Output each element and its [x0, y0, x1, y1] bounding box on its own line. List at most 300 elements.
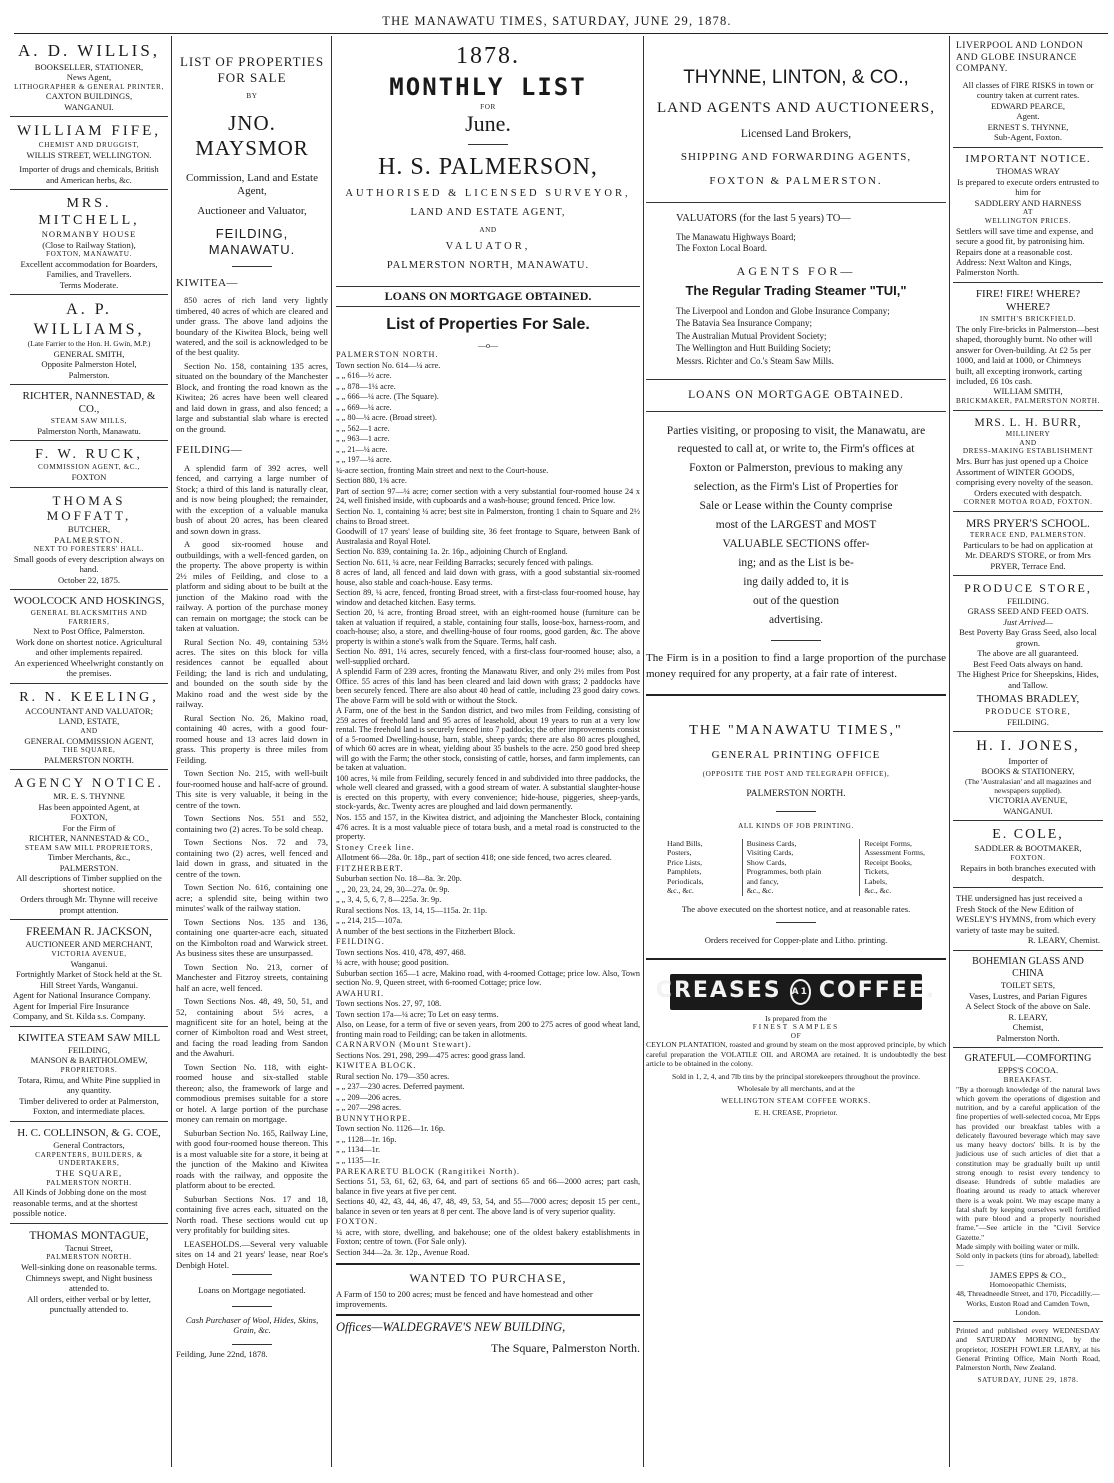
ad-title: MRS. L. H. BURR, — [974, 416, 1082, 429]
property-entry: Section 20, ¼ acre, fronting Broad street, with an eight-roomed house (furniture can be taken at valuation if required, a stable, containing four stalls, loose-box, harness-room, and coach-house; also, a store, and dwelling-house of four rooms, good garden, &c. The above property is within a stone's walk from the Square. Terms, half cash. — [336, 608, 640, 646]
ad-line: Settlers will save time and expense, and secure a good fit, by patronising him. Repairs done at a reasonable cost. Address: Next Walton and Kings, Palmerston North. — [956, 225, 1094, 278]
ad-title: IMPORTANT NOTICE. — [965, 152, 1091, 165]
ad-line: PALMERSTON NORTH. — [46, 1253, 132, 1262]
monthly-list-title: MONTHLY LIST — [389, 73, 587, 102]
notice-line: Foxton or Palmerston, previous to making any — [689, 462, 903, 475]
property-entry: „ „ 878—1¼ acre. — [336, 381, 396, 391]
ad-line: October 22, 1875. — [57, 574, 121, 585]
property-entry: Town section 17a—¼ acre; To Let on easy terms. — [336, 1009, 499, 1019]
kiwitea-list — [176, 295, 328, 434]
firm-title: LAND AGENTS AND AUCTIONEERS, — [656, 100, 935, 117]
list-year: 1878. — [456, 43, 520, 69]
ad-line: WELLINGTON PRICES. — [984, 216, 1072, 225]
property-entry: Nos. 155 and 157, in the Kiwitea district, and adjoining the Manchester Block, containing 476 acres. It is a most valuable piece of totara bush, and a metal road is constructed to the property. — [336, 812, 640, 842]
column-1 — [10, 36, 168, 1467]
ad-title: H. C. COLLINSON, & G. COE, — [17, 1126, 161, 1139]
maysmor-title: LIST OF PROPERTIES FOR SALE — [179, 54, 325, 85]
executed-line: The above executed on the shortest notice, and at reasonable rates. — [681, 903, 911, 914]
ad-line: Repairs in both branches executed with despatch. — [960, 862, 1096, 883]
loans-banner: LOANS ON MORTGAGE OBTAINED. — [336, 286, 640, 307]
column-divider — [171, 36, 172, 1467]
property-entry: „ „ 237—230 acres. Deferred payment. — [336, 1082, 465, 1092]
feilding-list — [176, 463, 328, 1270]
ad-title: RICHTER, NANNESTAD, & CO., — [22, 390, 156, 416]
list-item: The Foxton Local Board. — [676, 243, 767, 254]
location-heading: AWAHURI. — [336, 988, 385, 998]
ad-pryer — [953, 512, 1103, 576]
ad-line: Has been appointed Agent, at — [38, 801, 140, 812]
ad-line: GENERAL BLACKSMITHS AND FARRIERS, — [30, 608, 148, 626]
ad-line: IN SMITH'S BRICKFIELD. — [979, 314, 1077, 323]
property-entry: „ „ 963—1 acre. — [336, 434, 390, 444]
divider — [646, 379, 946, 380]
property-entry: Goodwill of 17 years' lease of building site, 36 feet frontage to Square, between Bank of Australasia and Royal Hotel. — [336, 527, 640, 546]
ad-line: NEXT TO FORESTERS' HALL. — [33, 545, 145, 554]
ad-line: All descriptions of Timber supplied on the shortest notice. — [16, 873, 162, 894]
property-entry: Section No. 158, containing 135 acres, situated on the boundary of the Manchester Block, and fronting the road known as the Kiwitea; 26 acres have been well cleared and laid down in grass, and also fenced; a large and substantial slab whare is erected on the ground. — [176, 360, 328, 434]
location-heading: PAREKARETU BLOCK (Rangitikei North). — [336, 1166, 520, 1176]
property-entry: Section 344—2a. 3r. 12p., Avenue Road. — [336, 1247, 470, 1257]
ad-line: All Kinds of Jobbing done on the most reasonable terms, and at the shortest possible notice. — [13, 1187, 147, 1219]
ad-line: TOILET SETS, — [1000, 980, 1056, 991]
list-item: The Liverpool and London and Globe Insurance Company; — [676, 305, 890, 316]
mortgage-line: Loans on Mortgage negotiated. — [198, 1285, 306, 1296]
ad-title: GRATEFUL—COMFORTING — [964, 1053, 1092, 1065]
ad-line: Agent for National Insurance Company. — [13, 990, 151, 1001]
ad-line: STEAM SAW MILLS, — [50, 416, 128, 425]
ad-line: Is prepared to execute orders entrusted to him for — [957, 176, 1099, 198]
property-entry: Suburban Section No. 165, Railway Line, with good four-roomed house thereon. This is a most valuable site for a store, it being at the junction of the Makino and Kiwitea roads with the railway, and opposite the platform about to be erected. — [176, 1127, 328, 1191]
ad-kiwitea-mill — [10, 1027, 168, 1122]
valuators-list — [676, 232, 946, 254]
property-entry: Town sections Nos. 410, 478, 497, 468. — [336, 947, 466, 957]
property-entry: „ „ 616—½ acre. — [336, 371, 392, 381]
property-entry: Section No. 891, 1¼ acres, securely fenced, with a first-class four-roomed house; also, a well-supplied orchard. — [336, 647, 640, 666]
ad-line: SADDLER & BOOTMAKER, — [974, 843, 1082, 854]
firm-name: THYNNE, LINTON, & CO., — [683, 67, 909, 88]
ad-title: A. P. WILLIAMS, — [33, 301, 145, 338]
ad-line: BOOKS & STATIONERY, — [981, 766, 1075, 777]
property-entry: 850 acres of rich land very lightly timbered, 40 acres of which are cleared and under grass. The above land adjoins the boundary of the Kiwitea Block, being well watered, and the soil is acknowledged to be of the best quality. — [176, 295, 328, 358]
ad-line: WANGANUI. — [64, 101, 114, 112]
ad-line: FOXTON, — [70, 812, 108, 823]
divider — [336, 1314, 640, 1316]
and-label: AND — [479, 226, 497, 234]
ad-line: An experienced Wheelwright constantly on the premises. — [14, 657, 164, 679]
ad-line: WILLIAM SMITH, — [993, 386, 1063, 397]
creases-line: Sold in 1, 2, 4, and 7lb tins by the principal storekeepers throughout the province. — [671, 1072, 921, 1082]
purchaser-line: Cash Purchaser of Wool, Hides, Skins, Grain, &c. — [185, 1314, 319, 1336]
ad-line: Wanganui. — [70, 958, 108, 969]
property-entry: Rural section No. 179—350 acres. — [336, 1071, 450, 1081]
ad-line: Chemist, — [1012, 1022, 1044, 1033]
ad-line: Best Poverty Bay Grass Seed, also local grown. — [959, 627, 1097, 648]
ornament: —o— — [478, 340, 498, 350]
ad-title: THOMAS MOFFATT, — [46, 492, 132, 524]
maysmor-role: Commission, Land and Estate Agent, — [186, 171, 318, 198]
list-item: The Batavia Sea Insurance Company; — [676, 318, 812, 329]
ad-line: FEILDING, — [68, 1044, 110, 1055]
ad-title: FIRE! FIRE! WHERE? WHERE? — [975, 287, 1081, 314]
ad-title: F. W. RUCK, — [35, 447, 143, 463]
maysmor-role: Auctioneer and Valuator, — [197, 204, 307, 217]
ad-line: PROPRIETORS. — [60, 1065, 118, 1074]
list-item: The Wellington and Hutt Building Society; — [676, 343, 831, 354]
creases-line: Wholesale by all merchants, and at the — [737, 1084, 855, 1094]
property-entry: Sections 40, 42, 43, 44, 46, 47, 48, 49, 53, 54, and 55—7000 acres; deposit 15 per cent., balance in seven or ten years at 8 per cent. The above land is of very superior quality. — [336, 1197, 640, 1216]
job-col: Hand Bills, Posters, Price Lists, Pamphlets, Periodicals, &c., &c. — [667, 838, 704, 896]
property-entry: „ „ 80—¼ acre. (Broad street). — [336, 413, 437, 423]
ad-line: RICHTER, NANNESTAD & CO., — [28, 833, 150, 844]
ad-line: PALMERSTON. — [54, 534, 124, 545]
ad-jackson — [10, 920, 168, 1026]
steamer-line: The Regular Trading Steamer "TUI," — [685, 282, 907, 298]
ad-agency — [10, 770, 168, 920]
ad-line: Palmerston. — [68, 369, 110, 380]
property-entry: Sections 51, 53, 61, 62, 63, 64, and part of sections 65 and 66—2000 acres; part cash, balance in five years at five per cent. — [336, 1177, 640, 1196]
ad-line: All classes of FIRE RISKS in town or country taken at current rates. — [962, 79, 1094, 101]
loans-line: LOANS ON MORTGAGE OBTAINED. — [688, 389, 904, 402]
jobs-title: ALL KINDS OF JOB PRINTING. — [738, 821, 854, 830]
ad-line: Particulars to be had on application at Mr. DEARD'S STORE, or from Mrs PRYER, Terrace End. — [963, 539, 1093, 571]
section-heading: FEILDING— — [176, 444, 243, 457]
list-item: The Manawatu Highways Board; — [676, 232, 796, 243]
notice-line: VALUABLE SECTIONS offer- — [722, 538, 870, 551]
property-entry: A number of the best sections in the Fitzherbert Block. — [336, 926, 516, 936]
ad-line: BUTCHER, — [67, 524, 111, 535]
ad-line: CAXTON BUILDINGS, — [45, 91, 133, 102]
imprint-date: SATURDAY, JUNE 29, 1878. — [977, 1376, 1079, 1385]
ad-line: VICTORIA AVENUE, — [988, 795, 1068, 806]
ad-line: A Select Stock of the above on Sale. — [965, 1001, 1091, 1012]
property-entry: A splendid farm of 392 acres, well fenced, and carrying a large number of Stock; a third of this land is naturally clear, and is now being ploughed; the remainder, with the exception of a valuable manuka bush of about 20 acres, has been cleared and sown down in grass. — [176, 462, 328, 536]
place-line: PALMERSTON NORTH, MANAWATU. — [386, 259, 590, 271]
notice-line: Sale or Lease within the County comprise — [699, 500, 893, 513]
notice-line: selection, as the Firm's List of Properties for — [694, 481, 898, 494]
divider — [776, 922, 816, 923]
creases-line: E. H. CREASE, Proprietor. — [754, 1108, 838, 1118]
property-entry: „ „ 3, 4, 5, 6, 7, 8—225a. 3r. 9p. — [336, 895, 442, 905]
ad-leary-hymns — [953, 888, 1103, 950]
ad-line: EDWARD PEARCE, — [990, 100, 1065, 111]
ad-line: News Agent, — [66, 72, 112, 83]
ad-line: LITHOGRAPHER & GENERAL PRINTER, — [14, 82, 164, 91]
property-entry: „ „ 214, 215—107a. — [336, 916, 403, 926]
ad-liverpool — [953, 36, 1103, 148]
property-entry: Suburban Sections Nos. 17 and 18, containing five acres each, situated on the North road. These sections would cut up very profitably for building sites. — [176, 1193, 328, 1236]
ad-line: Work done on shortest notice. Agricultural and other implements repaired. — [15, 636, 163, 658]
section-heading: KIWITEA— — [176, 276, 239, 289]
ad-line: FOXTON. — [1010, 853, 1046, 862]
job-types — [646, 839, 946, 896]
ad-line: NORMANBY HOUSE — [41, 229, 137, 240]
ad-title: THE undersigned has just received a Fresh Stock of the New Edition of WESLEY'S HYMNS, from which every variety of taste may be suited. — [956, 893, 1096, 935]
divider — [232, 1274, 272, 1275]
property-entry: „ „ 197—¼ acre. — [336, 455, 392, 465]
column-divider — [331, 36, 332, 1467]
property-entry: Town Section No. 616, containing one acre; a splendid site, being within two minutes' walk of the railway station. — [176, 882, 328, 914]
masthead-rule — [14, 33, 1108, 34]
ad-line: Sub-Agent, Foxton. — [993, 132, 1063, 143]
property-entry: Town sections Nos. 27, 97, 108. — [336, 999, 442, 1009]
property-entry: LEASEHOLDS.—Several very valuable sites on 14 and 21 years' lease, near Roe's Denbigh Hotel. — [176, 1238, 328, 1270]
pn-line: PALMERSTON NORTH. — [746, 789, 846, 800]
ad-williams — [10, 295, 168, 385]
location-heading: FOXTON. — [336, 1217, 379, 1227]
property-entry: A Farm, one of the best in the Sandon district, and two miles from Feilding, consisting of 259 acres of freehold land and 95 acres of leasehold, about 19 years to run at a very low rental. The freehold land is securely fenced into 7 paddocks; the other improvements consist of a 5-roomed Dwelling-house, barn, stable, sheep yards; there are also 80 acres ploughed, of which 60 acres are in wheat, yielding about 35 bushels to the acre. 250 good bred sheep will go with the Farm; the other stock, consisting of cattle, horses, and farm implements, can be taken at valuation. — [336, 706, 640, 773]
ad-line: Fortnightly Market of Stock held at the St. Hill Street Yards, Wanganui. — [15, 969, 163, 990]
property-entry: Section No. 1, containing ¼ acre; best site in Palmerston, fronting 1 chain to Square and 2½ chains to Broad street. — [336, 507, 640, 526]
ad-woolcock — [10, 590, 168, 683]
ad-line: The above are all guaranteed. — [977, 648, 1079, 659]
offices-line: Offices—WALDEGRAVE'S NEW BUILDING, — [336, 1319, 566, 1334]
ad-line: Timber Merchants, &c., — [47, 852, 131, 863]
ad-line: AT — [1023, 207, 1033, 216]
ad-line: CORNER MOTOA ROAD, FOXTON. — [963, 498, 1093, 507]
ad-title: WILLIAM FIFE, — [17, 123, 161, 140]
ad-line: R. LEARY, — [1008, 1011, 1048, 1022]
ad-line: Orders through Mr. Thynne will receive prompt attention. — [20, 894, 158, 915]
ad-line: AND — [80, 726, 98, 735]
ad-line: (The 'Australasian' and all magazines and newspapers supplied). — [964, 776, 1092, 795]
ad-produce — [953, 576, 1103, 732]
property-entry: Sections Nos. 291, 298, 299—475 acres: good grass land. — [336, 1050, 526, 1060]
notice-line: requested to call at, or write to, the Firm's offices at — [677, 443, 915, 456]
ad-line: Palmerston North, Manawatu. — [37, 425, 141, 436]
date-line: Feilding, June 22nd, 1878. — [176, 1348, 268, 1359]
ad-line: BREAKFAST. — [1003, 1075, 1053, 1084]
job-col: Business Cards, Visiting Cards, Show Cards, Programmes, both plain and fancy, &c., &c. — [742, 839, 826, 896]
ad-line: VICTORIA AVENUE, — [51, 949, 127, 958]
ad-line: (Close to Railway Station), — [42, 239, 136, 250]
ad-line: GENERAL COMMISSION AGENT, — [24, 735, 154, 746]
ad-line: Next to Post Office, Palmerston. — [33, 626, 145, 637]
ad-line: The Highest Price for Sheepskins, Hides, and Tallow. — [957, 669, 1099, 690]
ad-title: WOOLCOCK AND HOSKINGS, — [13, 595, 165, 608]
ad-title: H. I. JONES, — [976, 738, 1080, 755]
firm-line: SHIPPING AND FORWARDING AGENTS, — [680, 151, 912, 164]
location-heading: CARNARVON (Mount Stewart). — [336, 1040, 472, 1050]
ad-line: Opposite Palmerston Hotel, — [41, 359, 137, 370]
ad-line: FEILDING. — [1007, 595, 1049, 606]
ad-jones — [953, 732, 1103, 821]
notice-line: ing; and as the List is be- — [738, 557, 854, 570]
for-label: FOR — [480, 102, 496, 111]
property-entry: Section 880, 1¾ acre. — [336, 476, 407, 486]
ad-title: AGENCY NOTICE. — [14, 775, 164, 791]
ad-line: LAND, ESTATE, — [58, 716, 120, 727]
property-entry: „ „ 562—1 acre. — [336, 423, 390, 433]
ad-cole — [953, 821, 1103, 888]
ad-line: Orders executed with despatch. — [974, 487, 1082, 498]
ad-line: Totara, Rimu, and White Pine supplied in any quantity. — [17, 1074, 161, 1096]
ad-line: SADDLERY AND HARNESS — [974, 197, 1082, 208]
ad-keeling — [10, 684, 168, 771]
ad-line: Excellent accommodation for Boarders, Families, and Travellers. — [20, 258, 158, 280]
agents-title: AGENTS FOR— — [736, 264, 856, 279]
title-line: AUTHORISED & LICENSED SURVEYOR, — [345, 188, 631, 200]
ad-line: PALMERSTON NORTH. — [44, 754, 134, 765]
ad-line: Importer of drugs and chemicals, British and American herbs, &c. — [19, 164, 159, 185]
ad-line: TERRACE END, PALMERSTON. — [969, 530, 1087, 539]
ad-line: 48, Threadneedle Street, and 170, Piccadilly.—Works, Euston Road and Camden Town, London. — [956, 1289, 1100, 1317]
property-entry: A splendid Farm of 239 acres, fronting the Manawatu River, and only 2½ miles from Post Office. 55 acres of this land has been cleared and laid down with grass; 2 paddocks have been securely fenced. There are also about 40 head of cattle, including 23 good dairy cows. The above Farm will be sold with or without the Stock. — [336, 667, 640, 705]
ad-line: ACCOUNTANT AND VALUATOR; — [24, 705, 154, 716]
location-heading: BUNNYTHORPE. — [336, 1113, 412, 1123]
ad-richter — [10, 385, 168, 441]
divider — [232, 266, 272, 267]
ad-line: AND — [1019, 438, 1037, 447]
ad-line: MR. E. S. THYNNE — [53, 791, 125, 802]
creases-line: OF — [790, 1031, 802, 1040]
ad-line: MANSON & BARTHOLOMEW, — [30, 1055, 148, 1066]
property-entry: Town Section No. 118, with eight-roomed house and six-stalled stable thereon; also, the framework of large and commodious premises suitable for a store or hotel. A large portion of the purchase money can remain on mortgage. — [176, 1061, 328, 1125]
divider — [646, 958, 946, 960]
offices-line: The Square, Palmerston North. — [491, 1341, 640, 1355]
property-sections — [336, 350, 640, 1257]
property-entry: „ „ 1128—1r. 16p. — [336, 1134, 397, 1144]
wanted-title: WANTED TO PURCHASE, — [409, 1271, 567, 1286]
property-entry: „ „ 207—298 acres. — [336, 1103, 402, 1113]
ad-montague — [10, 1224, 168, 1319]
ad-burr — [953, 411, 1103, 512]
ad-line: Importer of — [1008, 755, 1048, 766]
property-entry: 100 acres, ¼ mile from Feilding, securely fenced in and subdivided into three paddocks, the whole well cleared and grassed, with a good stream of water. A substantial slaughter-house is erected on this property, with every convenience; hide-house, piggeries, sheep-yards, stock-yards, &c. Twenty acres are ploughed and laid down permanently. — [336, 773, 640, 812]
ad-title: PRODUCE STORE, — [964, 581, 1092, 596]
ad-line: THE SQUARE, — [62, 746, 116, 755]
ad-line: For the Firm of — [62, 822, 116, 833]
column-divider — [643, 36, 644, 1467]
location-heading: Stoney Creek line. — [336, 842, 415, 852]
notice-line: out of the question — [753, 595, 839, 608]
column-4 — [646, 36, 946, 1467]
ad-line: ERNEST S. THYNNE, — [987, 121, 1069, 132]
ad-bohemian — [953, 951, 1103, 1048]
creases-line: CEYLON PLANTATION, roasted and ground by steam on the most approved principle, by which careful preparation the VOLATILE OIL and AROMA are retained. It is undoubtedly the best article to be obtained in the colony. — [646, 1040, 946, 1068]
column-5 — [953, 36, 1103, 1467]
divider — [336, 1263, 640, 1265]
ad-line: Mrs. Burr has just opened up a Choice Assortment of WINTER GOODS, comprising every novelty of the season. — [956, 456, 1093, 488]
ad-line: Best Feed Oats always on hand. — [973, 658, 1083, 669]
property-entry: Town Sections Nos. 72 and 73, containing two (2) acres, well fenced and laid down in grass, and situated in the centre of the town. — [176, 837, 328, 879]
property-entry: ¼ acre, with store, dwelling, and bakehouse; one of the oldest bakery establishments in Foxton; centre of town. (For Sale only). — [336, 1227, 640, 1247]
creases-line: FINEST SAMPLES — [752, 1022, 840, 1031]
creases-text: CREASES — [655, 978, 782, 1004]
maysmor-place: FEILDING, MANAWATU. — [208, 225, 296, 257]
property-entry: Town section No. 1126—1r. 16p. — [336, 1124, 445, 1134]
masthead: THE MANAWATU TIMES, SATURDAY, JUNE 29, 1878. — [382, 14, 732, 28]
ad-line: All orders, either verbal or by letter, punctually attended to. — [27, 1293, 151, 1315]
location-heading: PALMERSTON NORTH. — [336, 350, 439, 360]
agents-list — [676, 305, 946, 368]
ad-line: BOOKSELLER, STATIONER, — [34, 61, 144, 72]
ad-line: Palmerston North. — [996, 1032, 1060, 1043]
creases-line: Is prepared from the — [765, 1013, 827, 1023]
divider — [646, 694, 946, 696]
palmerson-name: H. S. PALMERSON, — [378, 154, 598, 181]
ad-line: DRESS-MAKING ESTABLISHMENT — [962, 447, 1094, 456]
ad-line: FEILDING. — [1007, 716, 1049, 727]
property-entry: Section No. 611, ¼ acre, near Feilding Barracks; securely fenced with palings. — [336, 557, 594, 567]
ad-line: R. LEARY, Chemist. — [1027, 935, 1100, 946]
ad-title: R. N. KEELING, — [19, 689, 159, 705]
ad-line: STEAM SAW MILL PROPRIETORS, — [24, 843, 154, 852]
divider — [771, 640, 821, 641]
ad-title: KIWITEA STEAM SAW MILL — [17, 1031, 161, 1044]
ad-fife — [10, 117, 168, 190]
column-divider — [949, 36, 950, 1467]
ad-line: CARPENTERS, BUILDERS, & UNDERTAKERS, — [35, 1150, 143, 1168]
ad-line: Agent for Imperial Fire Insurance Company, and St. Kilda s.s. Company. — [13, 1000, 146, 1022]
creases-coffee-banner — [655, 974, 937, 1010]
ad-line: FOXTON, MANAWATU. — [46, 250, 132, 259]
title-line: VALUATOR, — [445, 240, 531, 252]
property-entry: „ „ 1134—1r. — [336, 1145, 381, 1155]
list-item: Messrs. Richter and Co.'s Steam Saw Mills. — [676, 355, 834, 366]
divider — [232, 1306, 272, 1307]
ad-line: WILLIS STREET, WELLINGTON. — [26, 149, 152, 160]
ad-line: BRICKMAKER, PALMERSTON NORTH. — [956, 396, 1100, 405]
visitors-notice — [646, 422, 946, 631]
property-entry: „ „ 21—¼ acre. — [336, 444, 388, 454]
property-entry: „ „ 669—¼ acre. — [336, 402, 392, 412]
property-entry: Section 89, ¼ acre, fenced, fronting Broad street, with a first-class four-roomed house, hay window and detached kitchen. Easy terms. — [336, 588, 640, 607]
title-line: LAND AND ESTATE AGENT, — [410, 207, 566, 219]
ad-willis — [10, 36, 168, 117]
ad-line: MILLINERY — [1005, 429, 1051, 438]
ad-line: THOMAS BRADLEY, — [976, 693, 1080, 706]
ad-line: Timber delivered to order at Palmerston, Foxton, and intermediate places. — [19, 1095, 159, 1117]
property-entry: „ „ 1135—1r. — [336, 1156, 381, 1165]
property-entry: ¼-acre section, fronting Main street and next to the Court-house. — [336, 465, 549, 475]
times-title: THE "MANAWATU TIMES," — [689, 722, 903, 738]
property-entry: ¼ acre, with house; good position. — [336, 958, 449, 968]
creases-line: WELLINGTON STEAM COFFEE WORKS. — [721, 1096, 871, 1105]
property-entry: Rural Section No. 49, containing 53½ acres. The sites on this block for villa residences cannot be equalled about Feilding; the land is rich and undulating, and bounded on the south side by the Makino road and the west side by the railway. — [176, 636, 328, 710]
orders-line: Orders received for Copper-plate and Litho. printing. — [704, 935, 888, 946]
job-col: Receipt Forms, Assessment Forms, Receipt Books, Tickets, Labels, &c., &c. — [859, 839, 929, 896]
property-entry: Town Section No. 215, with well-built four-roomed house and half-acre of ground. This site is very valuable, it being in the centre of the town. — [176, 768, 328, 810]
ad-line: Agent. — [1016, 111, 1040, 122]
ad-wray — [953, 148, 1103, 283]
ad-line: EPPS'S COCOA. — [997, 1065, 1059, 1076]
opposite-line: (OPPOSITE THE POST AND TELEGRAPH OFFICE), — [702, 770, 890, 779]
divider — [232, 1344, 272, 1345]
divider — [776, 811, 816, 812]
valuators-title: VALUATORS (for the last 5 years) TO— — [676, 213, 851, 225]
column-2 — [176, 36, 328, 1467]
ad-line: THE SQUARE, — [55, 1168, 123, 1179]
ad-line: The only Fire-bricks in Palmerston—best shaped, thoroughly burnt. No other will answer for Oven-building. At £2 5s per 1000, and laid at 1000, or Chimneys built, all excepting ironwork, carting included, £6 10s cash. — [956, 323, 1099, 386]
divider — [468, 144, 508, 145]
ad-line: THOMAS WRAY — [996, 166, 1060, 177]
firm-line: Licensed Land Brokers, — [740, 128, 852, 141]
notice-line: ing daily added to, it is — [743, 576, 849, 589]
ad-line: AUCTIONEER AND MERCHANT, — [25, 939, 153, 950]
ad-line: PALMERSTON. — [59, 862, 119, 873]
ad-title: A. D. WILLIS, — [17, 41, 161, 60]
location-heading: FEILDING. — [336, 937, 385, 947]
maysmor-name: JNO. MAYSMOR — [195, 110, 309, 161]
ad-title: LIVERPOOL AND LONDON AND GLOBE INSURANCE COMPANY. — [956, 41, 1084, 75]
ad-title: FREEMAN R. JACKSON, — [26, 926, 152, 939]
a1-badge-icon: A1 — [790, 979, 811, 1005]
coffee-text: COFFEE. — [818, 978, 937, 1004]
property-entry: A good six-roomed house and outbuildings, with a well-fenced garden, on the property. The above property is within 2½ miles of Feilding, and close to a platform and siding about to be built at the junction of the Makino road with the railway. A portion of the purchase money can remain on mortgage; the stock can be taken at valuation. — [176, 539, 328, 634]
ad-line: Vases, Lustres, and Parian Figures — [969, 990, 1087, 1001]
ad-line: Sold only in packets (tins for abroad), labelled:— — [956, 1251, 1099, 1270]
property-entry: Town Sections Nos. 48, 49, 50, 51, and 52, containing about 5½ acres, a magnificent site for an hotel, being at the corner of Kimbolton road and West street, and facing the road leading from Sandon and the Awahuri. — [176, 996, 328, 1059]
